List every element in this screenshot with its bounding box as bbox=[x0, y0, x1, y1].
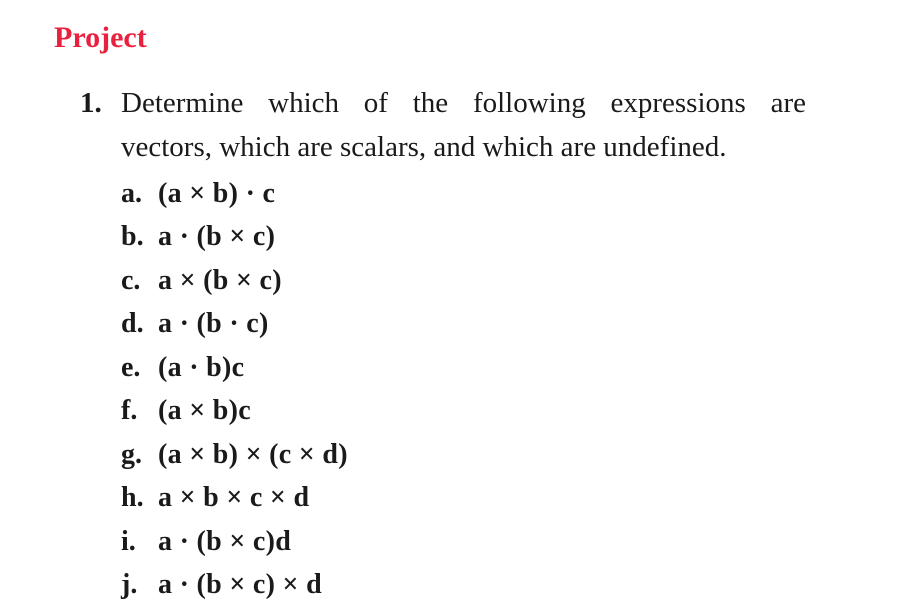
expression-label: g. bbox=[121, 438, 142, 470]
expression-item-h bbox=[121, 477, 348, 521]
expression-item-j bbox=[121, 564, 348, 608]
expression-label: a. bbox=[121, 177, 142, 209]
expression-item-c bbox=[121, 259, 348, 303]
expression-text: a · (b × c) bbox=[158, 221, 276, 253]
expression-item-b bbox=[121, 216, 348, 260]
expression-text: a × b × c × d bbox=[158, 482, 310, 514]
expression-label: h. bbox=[121, 482, 144, 514]
expression-text: a · (b · c) bbox=[158, 308, 269, 340]
expression-text: (a × b) × (c × d) bbox=[158, 438, 348, 470]
problem-statement-line-1: Determine which of the following expressions are bbox=[121, 87, 806, 119]
expression-text: a × (b × c) bbox=[158, 264, 282, 296]
expression-list bbox=[121, 172, 348, 607]
expression-text: a · (b × c)d bbox=[158, 525, 292, 557]
problem-number: 1. bbox=[80, 87, 102, 119]
problem-statement-line-2: vectors, which are scalars, and which are undefined. bbox=[121, 131, 727, 163]
expression-label: e. bbox=[121, 351, 141, 383]
expression-label: f. bbox=[121, 395, 138, 427]
expression-label: j. bbox=[121, 569, 138, 601]
expression-item-a bbox=[121, 172, 348, 216]
expression-item-g bbox=[121, 433, 348, 477]
expression-text: (a × b) · c bbox=[158, 177, 276, 209]
expression-label: d. bbox=[121, 308, 144, 340]
expression-label: i. bbox=[121, 525, 136, 557]
expression-item-i bbox=[121, 520, 348, 564]
expression-label: b. bbox=[121, 221, 144, 253]
expression-text: (a · b)c bbox=[158, 351, 245, 383]
expression-item-e bbox=[121, 346, 348, 390]
project-title: Project bbox=[54, 21, 147, 54]
expression-label: c. bbox=[121, 264, 141, 296]
expression-text: a · (b × c) × d bbox=[158, 569, 322, 601]
expression-text: (a × b)c bbox=[158, 395, 252, 427]
expression-item-f bbox=[121, 390, 348, 434]
expression-item-d bbox=[121, 303, 348, 347]
